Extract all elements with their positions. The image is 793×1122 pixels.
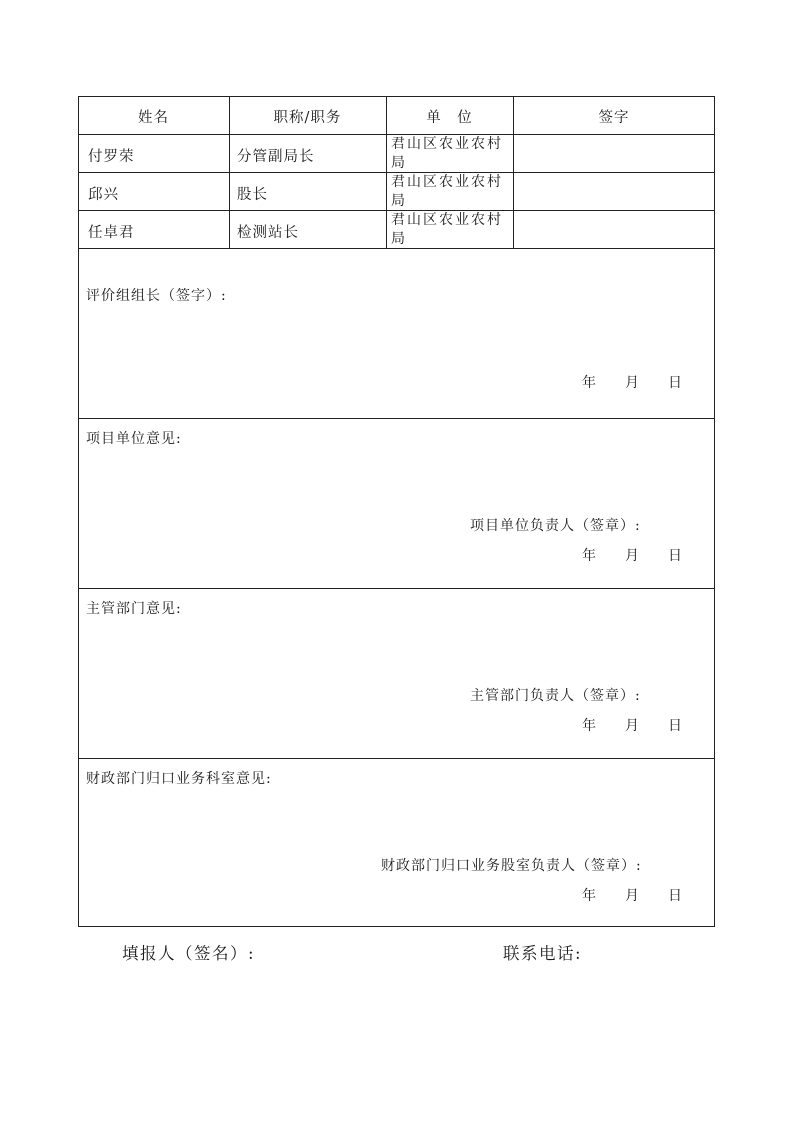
date-month: 月 [625,888,640,904]
finance-date [582,885,683,905]
header-unit: 单 位 [426,110,473,126]
date-month: 月 [625,548,640,564]
row-2-title: 股长 [237,187,268,203]
date-year: 年 [582,548,597,564]
row-3-title: 检测站长 [237,225,299,241]
section-rule [78,588,715,589]
date-day: 日 [668,718,683,734]
date-year: 年 [582,375,597,391]
project-date [582,545,683,565]
leader-date [582,372,683,392]
row-3-unit: 君山区农业农村局 [391,212,503,247]
date-day: 日 [668,888,683,904]
header-name: 姓名 [138,110,169,126]
section-rule [78,418,715,419]
dept-opinion-label: 主管部门意见: [86,601,182,617]
date-day: 日 [668,548,683,564]
section-rule [78,758,715,759]
header-sign: 签字 [598,110,630,126]
row-1-title: 分管副局长 [237,149,315,165]
row-3-name: 任卓君 [88,225,135,241]
date-year: 年 [582,888,597,904]
date-day: 日 [668,375,683,391]
dept-signer-label: 主管部门负责人（签章）: [470,688,641,704]
date-year: 年 [582,718,597,734]
row-1-unit: 君山区农业农村局 [391,136,503,171]
row-2-name: 邱兴 [88,187,119,203]
date-month: 月 [625,375,640,391]
filler-signature-label: 填报人（签名）: [122,944,256,963]
date-month: 月 [625,718,640,734]
finance-signer-label: 财政部门归口业务股室负责人（签章）: [381,858,642,874]
row-1-name: 付罗荣 [88,149,135,165]
dept-date [582,715,683,735]
contact-phone-label: 联系电话: [503,944,583,963]
finance-opinion-label: 财政部门归口业务科室意见: [86,771,272,787]
project-opinion-label: 项目单位意见: [86,431,182,447]
header-title: 职称/职务 [273,110,342,126]
row-2-unit: 君山区农业农村局 [391,174,503,209]
project-signer-label: 项目单位负责人（签章）: [470,518,641,534]
leader-signature-label: 评价组组长（签字）: [86,288,227,304]
